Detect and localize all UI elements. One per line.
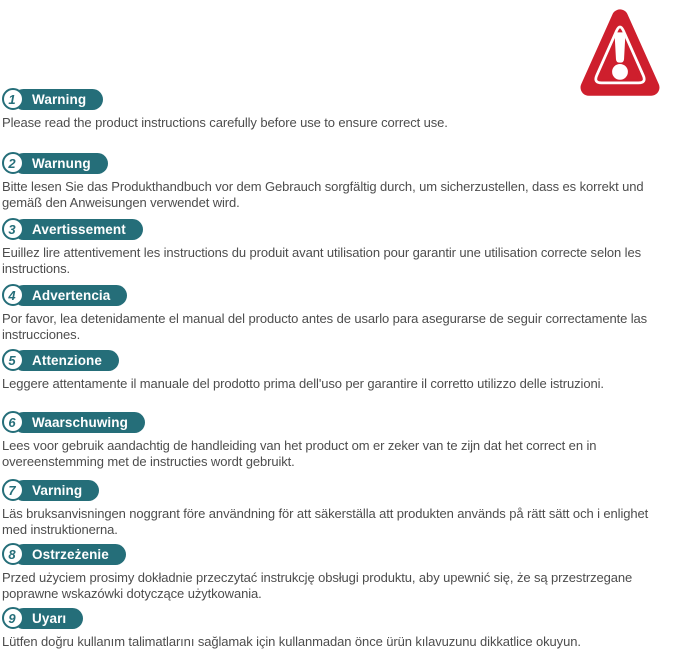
warning-section-turkish: [2, 607, 676, 650]
warning-section-swedish: [2, 479, 676, 537]
section-number-badge: [2, 607, 24, 629]
language-label-pill: [2, 411, 676, 433]
section-number-badge: [2, 349, 24, 371]
section-number: 6: [8, 414, 16, 430]
language-label: Warning: [13, 89, 103, 110]
language-label: Avertissement: [13, 219, 143, 240]
section-number-badge: [2, 88, 24, 110]
language-label-pill: [2, 218, 676, 240]
section-number-badge: [2, 411, 24, 433]
warning-section-dutch: [2, 411, 676, 469]
language-label: Attenzione: [13, 350, 119, 371]
language-label-pill: [2, 607, 676, 629]
warning-section-italian: [2, 349, 676, 392]
language-label: Ostrzeżenie: [13, 544, 126, 565]
language-label-pill: [2, 284, 676, 306]
language-label-pill: [2, 479, 676, 501]
warning-section-french: [2, 218, 676, 276]
warning-text: Leggere attentamente il manuale del prodotto prima dell'uso per garantire il corretto utilizzo delle istruzioni.: [2, 376, 604, 391]
warning-text: Läs bruksanvisningen noggrant före användning för att säkerställa att produkten används på rätt sätt och i enlighet med instruktionerna.: [2, 506, 649, 537]
section-number-badge: [2, 479, 24, 501]
warning-text: Euillez lire attentivement les instructions du produit avant utilisation pour garantir une utilisation correcte selon les instructions.: [2, 245, 641, 276]
warning-text: Bitte lesen Sie das Produkthandbuch vor dem Gebrauch sorgfältig durch, um sicherzustellen, dass es korrekt und gemäß den Anweisungen verwendet wird.: [2, 179, 644, 210]
language-label: Varning: [13, 480, 99, 501]
warning-section-german: [2, 152, 676, 210]
section-number: 8: [8, 546, 16, 562]
section-number-badge: [2, 218, 24, 240]
section-number: 4: [8, 287, 16, 303]
warning-text: Przed użyciem prosimy dokładnie przeczytać instrukcję obsługi produktu, aby upewnić się, że są przestrzegane poprawne wskazówki dotyczące użytkowania.: [2, 570, 633, 601]
section-number-badge: [2, 543, 24, 565]
warning-section-polish: [2, 543, 676, 601]
warning-section-english: [2, 88, 676, 131]
section-number-badge: [2, 152, 24, 174]
language-label-pill: [2, 349, 676, 371]
language-label: Uyarı: [13, 608, 83, 629]
language-label: Advertencia: [13, 285, 127, 306]
warning-text: Lütfen doğru kullanım talimatlarını sağlamak için kullanmadan önce ürün kılavuzunu dikkatlice okuyun.: [2, 634, 581, 649]
section-number: 3: [8, 221, 16, 237]
section-number: 2: [8, 155, 16, 171]
language-label-pill: [2, 152, 676, 174]
section-number: 1: [8, 91, 16, 107]
language-label: Waarschuwing: [13, 412, 145, 433]
language-label: Warnung: [13, 153, 108, 174]
language-label-pill: [2, 543, 676, 565]
warning-text: Por favor, lea detenidamente el manual del producto antes de usarlo para asegurarse de seguir correctamente las instrucciones.: [2, 311, 648, 342]
warning-text: Lees voor gebruik aandachtig de handleiding van het product om er zeker van te zijn dat het correct en in overeenstemming met de instructies wordt gebruikt.: [2, 438, 597, 469]
section-number-badge: [2, 284, 24, 306]
section-number: 5: [8, 352, 16, 368]
section-number: 7: [8, 482, 16, 498]
language-label-pill: [2, 88, 676, 110]
warning-section-spanish: [2, 284, 676, 342]
warning-text: Please read the product instructions carefully before use to ensure correct use.: [2, 115, 448, 130]
section-number: 9: [8, 610, 16, 626]
